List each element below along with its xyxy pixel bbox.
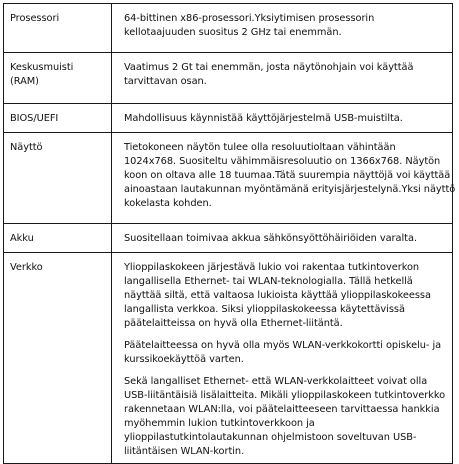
requirement-text-line: ainoastaan lautakunnan myöntämänä erityisjärjestelynä.Yksi näyttö	[124, 184, 456, 195]
table-row	[4, 253, 453, 464]
requirement-paragraph	[124, 339, 446, 367]
requirement-text-line: Tietokoneen näytön tulee olla resoluutioltaan vähintään	[124, 142, 396, 153]
requirements-table	[3, 3, 456, 464]
requirement-label: Prosessori	[10, 13, 60, 24]
requirement-value-cell	[112, 4, 453, 53]
requirement-text-line: liitäntäisen WLAN-kortin.	[124, 446, 245, 457]
table-row	[4, 4, 453, 53]
requirement-paragraph	[124, 112, 446, 126]
table-row	[4, 104, 453, 133]
requirement-value-cell	[112, 53, 453, 104]
requirement-value-cell	[112, 104, 453, 133]
requirement-text-line: Mahdollisuus käynnistää käyttöjärjestelmä USB-muistilta.	[124, 113, 403, 124]
requirement-text-line: myöhemmin lukion tutkintoverkkoon ja	[124, 418, 315, 429]
requirement-text-line: langallista verkkoa. Siksi ylioppilaskokeessa käytettävissä	[124, 304, 405, 315]
table-row	[4, 53, 453, 104]
requirement-label-cell	[4, 104, 112, 133]
requirement-text-line: Suositellaan toimivaa akkua sähkönsyöttöhäiriöiden varalta.	[124, 233, 417, 244]
requirement-text-line: näyttää siltä, että valtaosa lukioista käyttää ylioppilaskokeessa	[124, 290, 431, 301]
requirement-text-line: 64-bittinen x86-prosessori.Yksiytimisen prosessorin	[124, 13, 375, 24]
requirement-label-cell	[4, 253, 112, 464]
requirement-label: Näyttö	[10, 142, 43, 153]
table-row	[4, 133, 453, 224]
table-row	[4, 224, 453, 253]
requirement-text-line: Päätelaitteessa on hyvä olla myös WLAN-verkkokortti opiskelu- ja	[124, 340, 442, 351]
requirement-text-line: päätelaitteissa on hyvä olla Ethernet-liitäntä.	[124, 318, 343, 329]
requirement-paragraph	[124, 12, 446, 40]
requirement-value-cell	[112, 133, 456, 224]
requirement-text-line: koon on oltava alle 18 tuumaa.Tätä suurempia näyttöjä voi käyttää	[124, 170, 451, 181]
requirement-text-line: Vaatimus 2 Gt tai enemmän, josta näytönohjain voi käyttää	[124, 62, 414, 73]
requirement-text-line: Ylioppilaskokeen järjestävä lukio voi rakentaa tutkintoverkon	[124, 262, 420, 273]
requirement-text-line: langallisella Ethernet- tai WLAN-teknologialla. Tällä hetkellä	[124, 276, 413, 287]
requirement-value-cell	[112, 253, 453, 464]
requirement-label: BIOS/UEFI	[10, 113, 59, 124]
requirement-text-line: kurssikoekäyttöä varten.	[124, 354, 244, 365]
requirement-text-line: 1024x768. Suositeltu vähimmäisresoluutio on 1366x768. Näytön	[124, 156, 441, 167]
requirement-text-line: kokelasta kohden.	[124, 198, 212, 209]
requirement-label: Verkko	[10, 262, 43, 273]
requirement-label: (RAM)	[10, 76, 39, 87]
requirement-text-line: kellotaajuuden suositus 2 GHz tai enemmän.	[124, 27, 342, 38]
requirement-paragraph	[124, 261, 446, 331]
requirement-text-line: USB-liitäntäisiä lisälaitteita. Mikäli ylioppilaskokeen tutkintoverkko	[124, 390, 446, 401]
requirement-value-cell	[112, 224, 453, 253]
requirement-label: Akku	[10, 233, 34, 244]
requirement-label-cell	[4, 133, 112, 224]
requirement-text-line: ylioppilastutkintolautakunnan ohjelmistoon soveltuvan USB-	[124, 432, 417, 443]
requirement-paragraph	[124, 141, 456, 211]
requirement-label-cell	[4, 53, 112, 104]
requirement-paragraph	[124, 232, 446, 246]
requirement-paragraph	[124, 61, 446, 89]
requirement-label-cell	[4, 4, 112, 53]
requirement-text-line: tarvittavan osan.	[124, 76, 207, 87]
requirement-text-line: Sekä langalliset Ethernet- että WLAN-verkkolaitteet voivat olla	[124, 376, 428, 387]
requirement-label: Keskusmuisti	[10, 62, 74, 73]
requirement-paragraph	[124, 375, 446, 459]
requirement-text-line: rakennetaan WLAN:lla, voi päätelaitteeseen tarvittaessa hankkia	[124, 404, 440, 415]
requirement-label-cell	[4, 224, 112, 253]
